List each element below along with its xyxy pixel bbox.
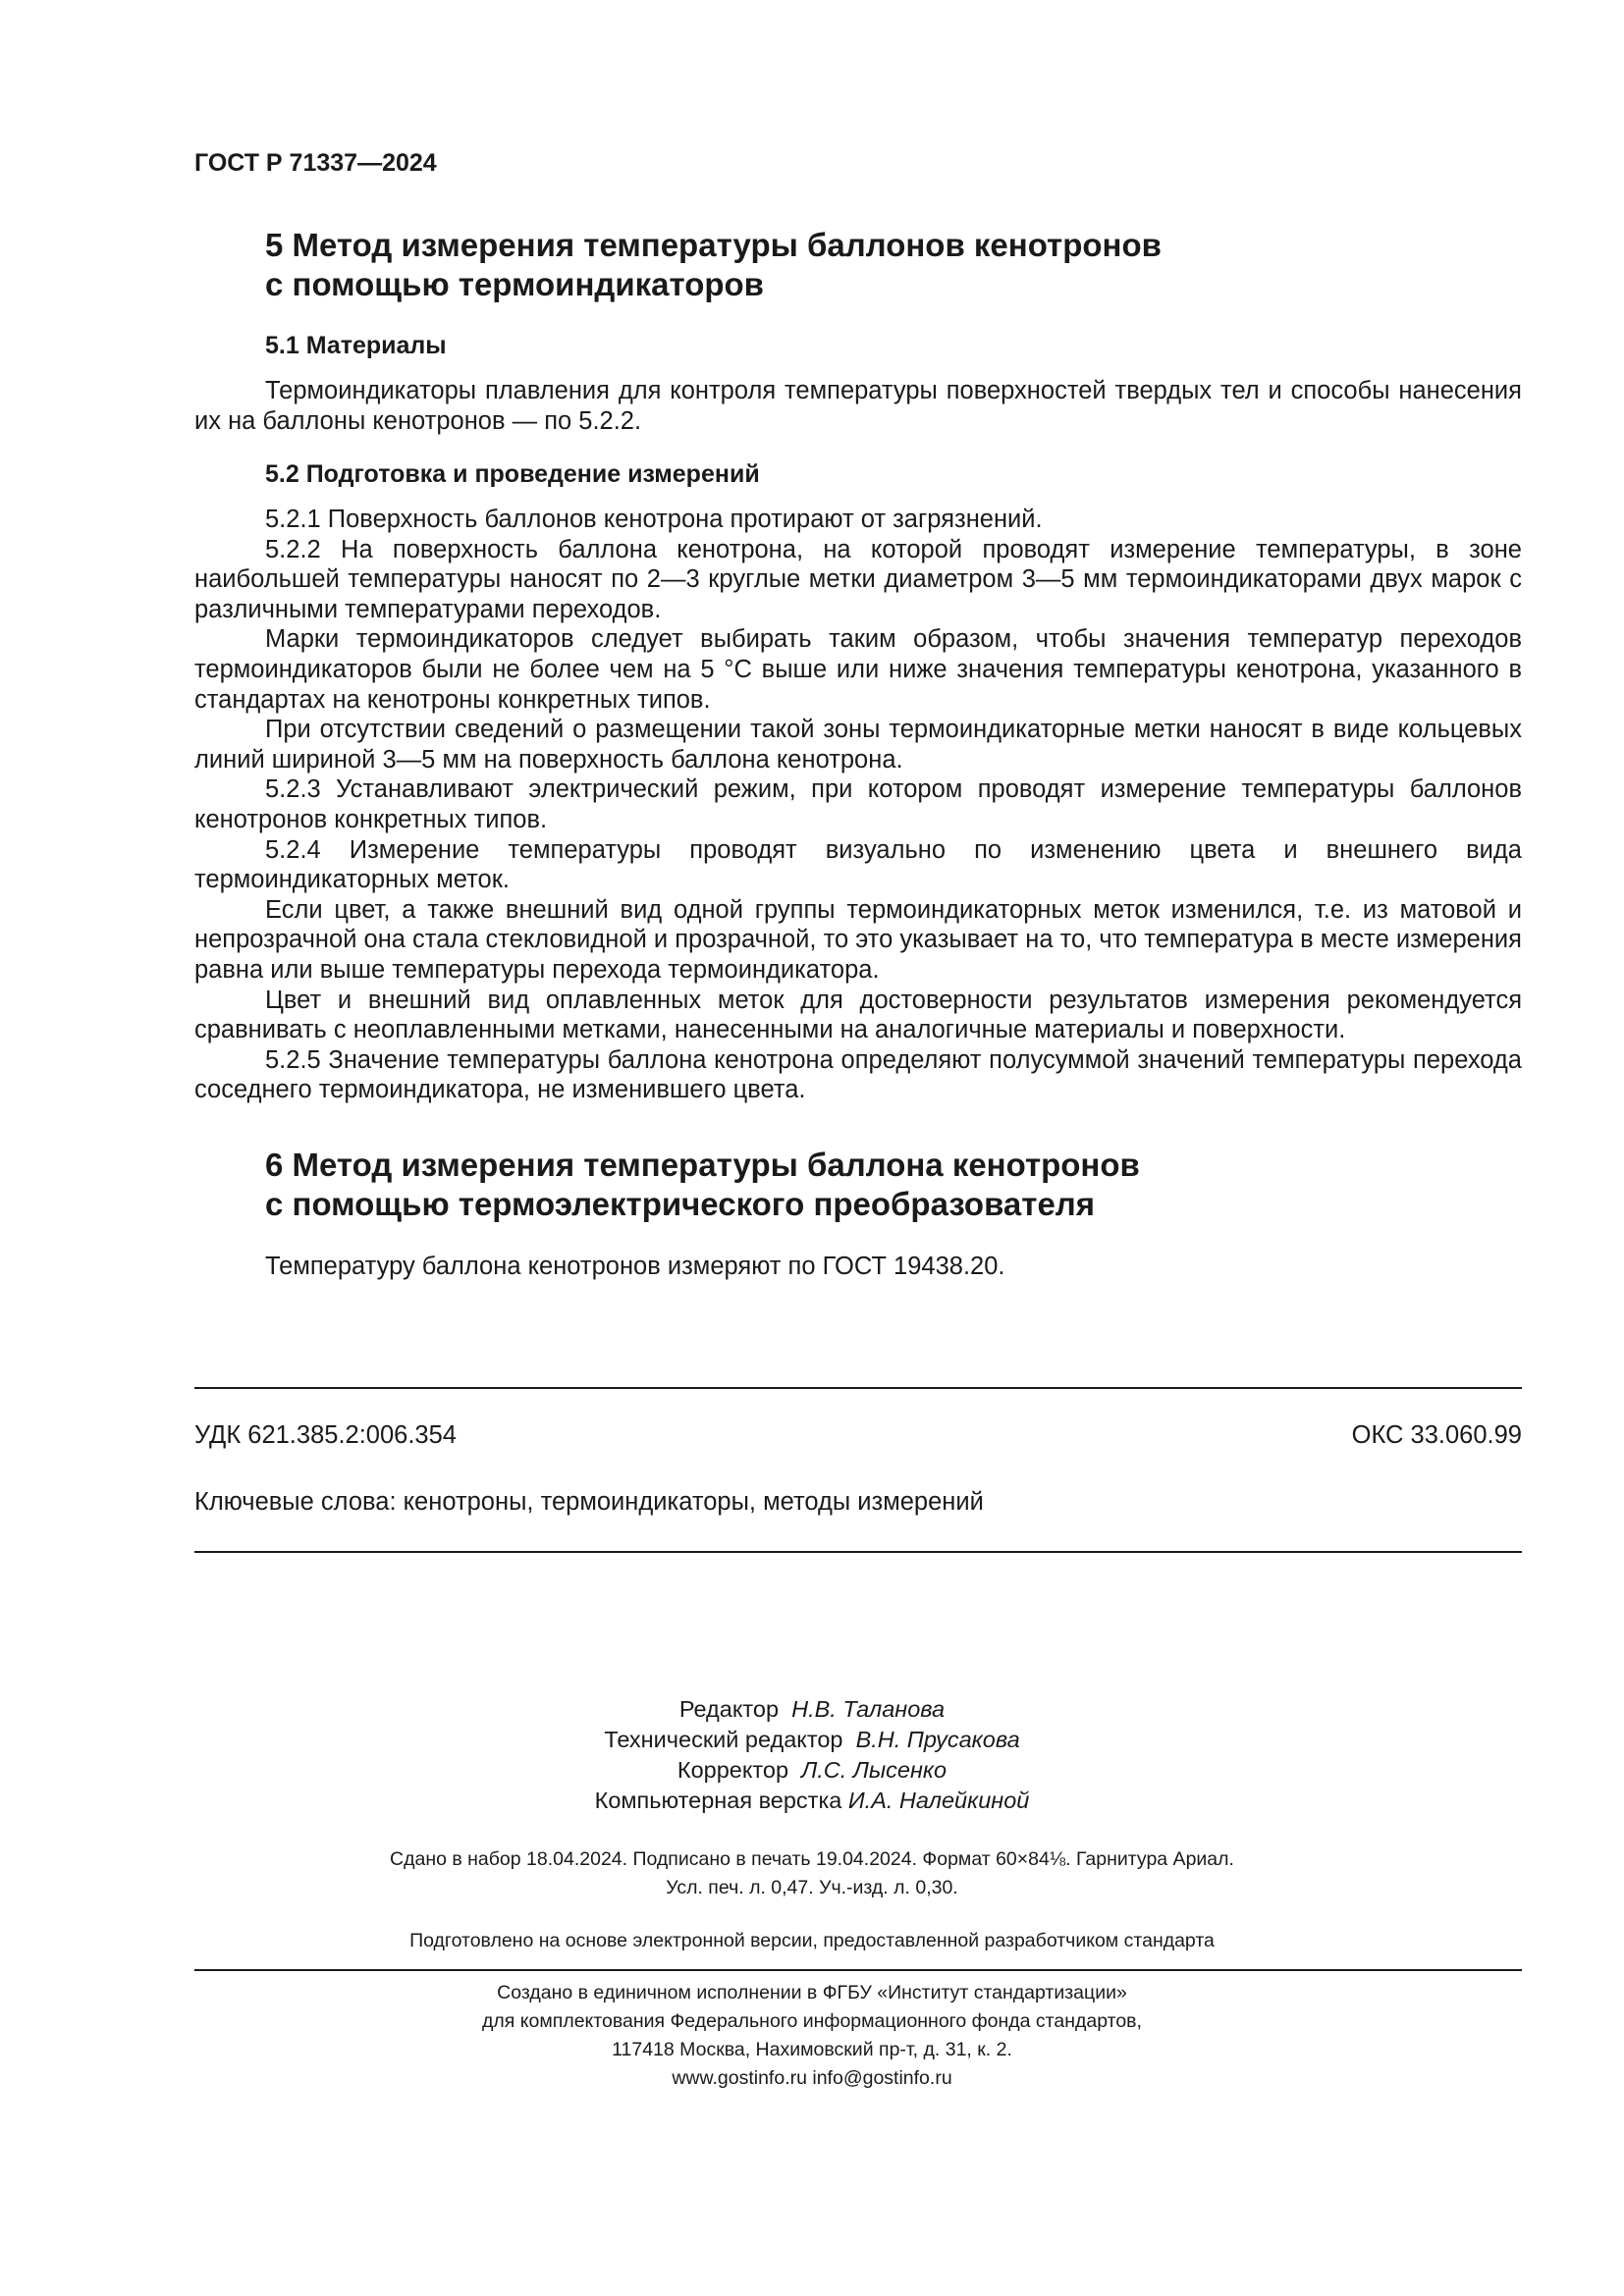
editor-row xyxy=(0,1694,1624,1725)
prepared-note xyxy=(0,1927,1624,1955)
subsection-5-1-title: 5.1 Материалы xyxy=(265,332,447,359)
paragraph-5-2-4: 5.2.4 Измерение температуры проводят визуально по изменению цвета и внешнего вида термоиндикаторных меток. xyxy=(194,835,1522,894)
section-5-title-line-2: с помощью термоиндикаторов xyxy=(265,266,764,302)
layout-name: И.А. Налейкиной xyxy=(847,1788,1030,1813)
page-header-standard-number: ГОСТ Р 71337—2024 xyxy=(194,149,437,177)
section-6-title xyxy=(265,1146,1140,1224)
oks-code: ОКС 33.060.99 xyxy=(1351,1421,1522,1449)
divider-imprint xyxy=(194,1969,1522,1971)
paragraph: Температуру баллона кенотронов измеряют по ГОСТ 19438.20. xyxy=(265,1253,1005,1280)
keywords: Ключевые слова: кенотроны, термоиндикаторы, методы измерений xyxy=(194,1488,984,1516)
section-6-body xyxy=(194,1252,1522,1282)
corrector-role: Корректор xyxy=(677,1757,789,1783)
publisher-info xyxy=(0,1979,1624,2093)
technical-editor-role: Технический редактор xyxy=(604,1727,843,1752)
layout-role: Компьютерная верстка xyxy=(594,1788,842,1813)
udk-code: УДК 621.385.2:006.354 xyxy=(194,1421,457,1449)
section-5-title xyxy=(265,226,1162,304)
corrector-name: Л.С. Лысенко xyxy=(801,1757,947,1783)
subsection-5-2-body xyxy=(194,505,1522,1105)
corrector-row xyxy=(0,1755,1624,1786)
publisher-line-3: 117418 Москва, Нахимовский пр-т, д. 31, к. 2. xyxy=(612,2039,1012,2060)
print-details-line-1: Сдано в набор 18.04.2024. Подписано в печать 19.04.2024. Формат 60×84⅛. Гарнитура Ариал. xyxy=(390,1848,1234,1870)
paragraph-ring-lines: При отсутствии сведений о размещении такой зоны термоиндикаторные метки наносят в виде кольцевых линий шириной 3—5 мм на поверхность баллона кенотрона. xyxy=(194,716,1522,774)
divider-top xyxy=(194,1387,1522,1389)
publisher-line-1: Создано в единичном исполнении в ФГБУ «Институт стандартизации» xyxy=(497,1982,1127,2003)
section-5-title-line-1: 5 Метод измерения температуры баллонов кенотронов xyxy=(265,227,1162,263)
editorial-credits xyxy=(0,1694,1624,1816)
paragraph-5-2-2: 5.2.2 На поверхность баллона кенотрона, на которой проводят измерение температуры, в зоне наибольшей температуры наносят по 2—3 круглые метки диаметром 3—5 мм термоиндикаторами двух марок с различными температурами переходов. xyxy=(194,535,1522,623)
prepared-note-text: Подготовлено на основе электронной версии, предоставленной разработчиком стандарта xyxy=(409,1930,1215,1951)
paragraph-comparison: Цвет и внешний вид оплавленных меток для достоверности результатов измерения рекомендуется сравнивать с неоплавленными метками, нанесенными на аналогичные материалы и поверхности. xyxy=(194,986,1522,1044)
publisher-line-4: www.gostinfo.ru info@gostinfo.ru xyxy=(672,2067,952,2089)
print-details-line-2: Усл. печ. л. 0,47. Уч.-изд. л. 0,30. xyxy=(666,1877,958,1898)
paragraph-5-2-1: 5.2.1 Поверхность баллонов кенотрона протирают от загрязнений. xyxy=(265,506,1043,533)
section-6-title-line-2: с помощью термоэлектрического преобразователя xyxy=(265,1186,1096,1222)
paragraph-5-2-5: 5.2.5 Значение температуры баллона кенотрона определяют полусуммой значений температуры перехода соседнего термоиндикатора, не изменившего цвета. xyxy=(194,1045,1522,1104)
paragraph: Термоиндикаторы плавления для контроля температуры поверхностей твердых тел и способы нанесения их на баллоны кенотронов — по 5.2.2. xyxy=(194,377,1522,435)
print-details xyxy=(0,1845,1624,1902)
technical-editor-row xyxy=(0,1725,1624,1755)
paragraph-color-change: Если цвет, а также внешний вид одной группы термоиндикаторных меток изменился, т.е. из матовой и непрозрачной она стала стекловидной и прозрачной, то это указывает на то, что температура в месте измерения равна или выше температуры перехода термоиндикатора. xyxy=(194,895,1522,984)
editor-name: Н.В. Таланова xyxy=(791,1696,946,1722)
paragraph-marks-selection: Марки термоиндикаторов следует выбирать таким образом, чтобы значения температур переходов термоиндикаторов были не более чем на 5 °С выше или ниже значения температуры кенотрона, указанного в стандартах на кенотроны конкретных типов. xyxy=(194,625,1522,714)
technical-editor-name: В.Н. Прусакова xyxy=(855,1727,1020,1752)
editor-role: Редактор xyxy=(678,1696,780,1722)
publisher-line-2: для комплектования Федерального информационного фонда стандартов, xyxy=(482,2010,1142,2032)
subsection-5-1-body xyxy=(194,376,1522,436)
paragraph-5-2-3: 5.2.3 Устанавливают электрический режим, при котором проводят измерение температуры баллонов кенотронов конкретных типов. xyxy=(194,775,1522,833)
subsection-5-2-title: 5.2 Подготовка и проведение измерений xyxy=(265,460,760,488)
layout-row xyxy=(0,1786,1624,1816)
section-6-title-line-1: 6 Метод измерения температуры баллона кенотронов xyxy=(265,1147,1140,1183)
divider-bottom xyxy=(194,1551,1522,1553)
